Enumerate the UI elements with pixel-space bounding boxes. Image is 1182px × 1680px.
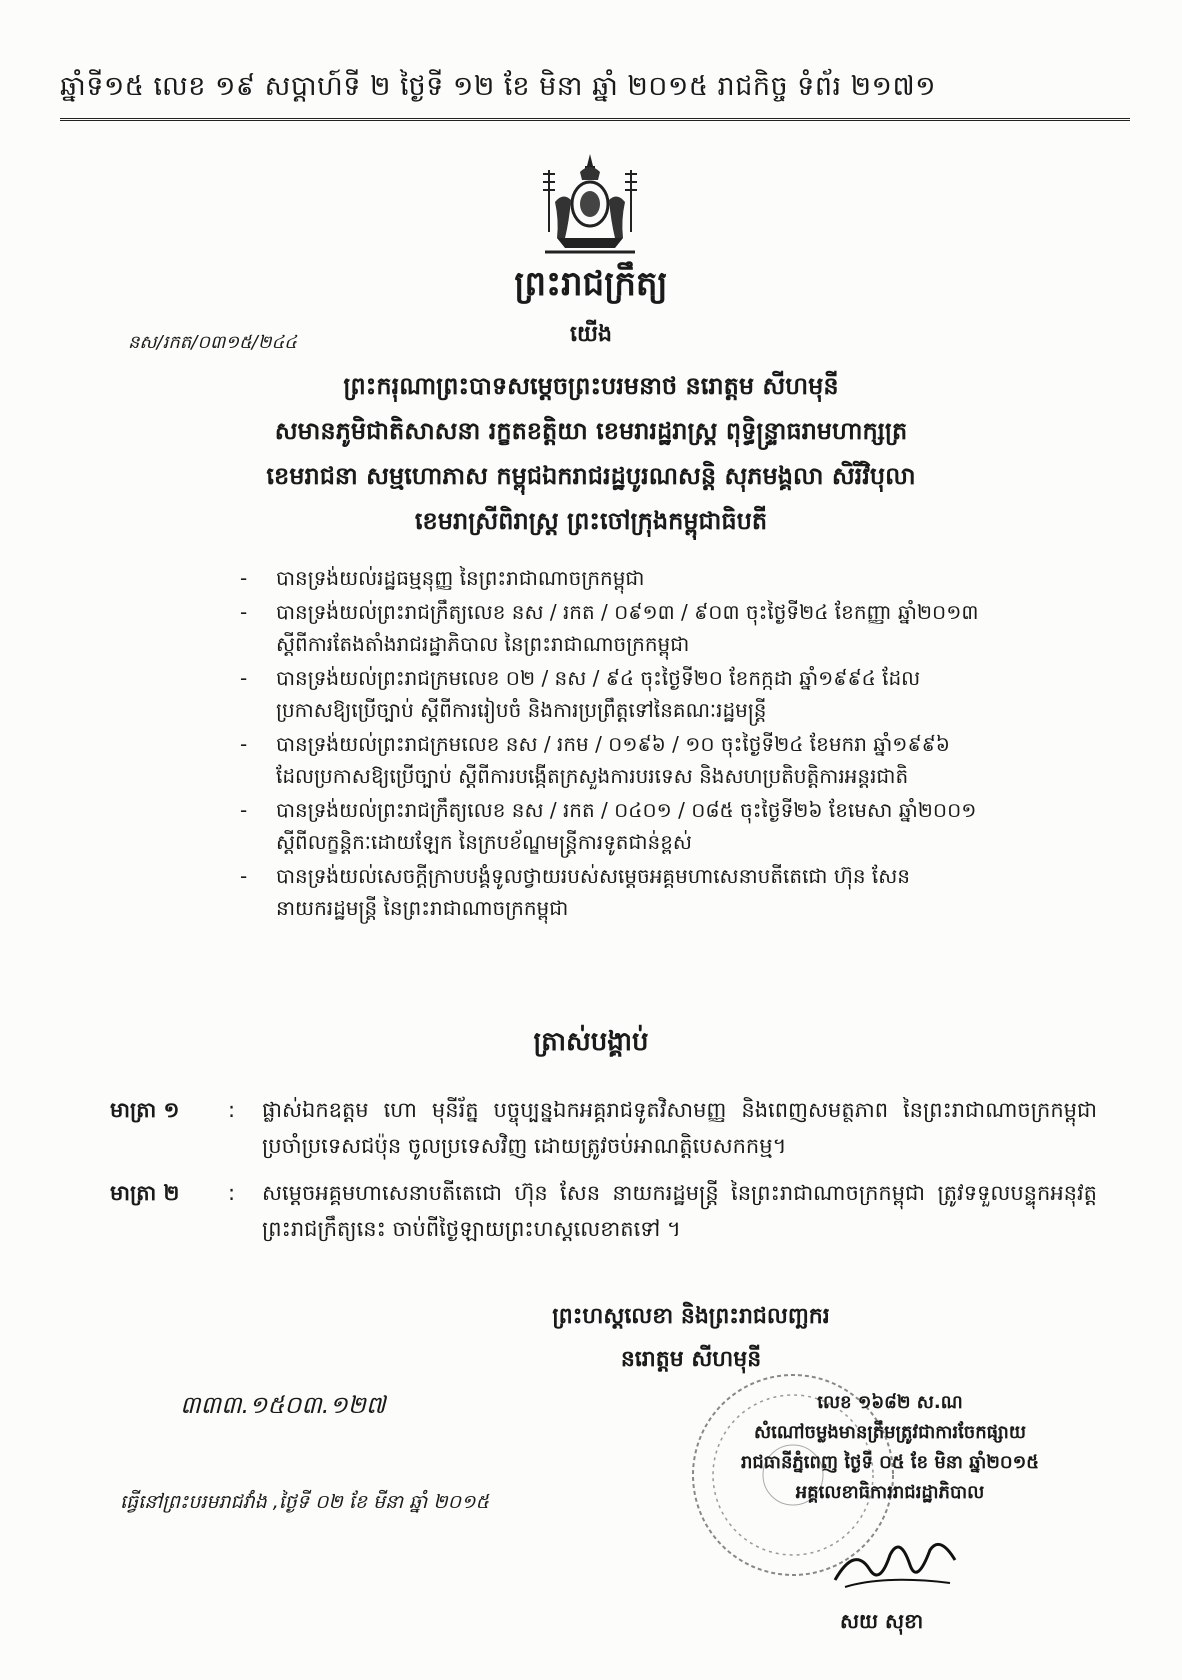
signatory-name: នរោត្តម សីហមុនី [620,1347,762,1372]
visa-line: បានទ្រង់យល់សេចក្តីក្រាបបង្គំទូលថ្វាយរបស់សម្តេចអគ្គមហាសេនាបតីតេជោ ហ៊ុន សែន [276,864,911,888]
issue-date-line: ធ្វើនៅព្រះបរមរាជវាំង ,ថ្ងៃទី ០២ ខែ មីនា ឆ្នាំ ២០១៥ [120,1491,489,1513]
article-colon: : [228,1098,236,1122]
visa-line: បានទ្រង់យល់រដ្ឋធម្មនុញ្ញ នៃព្រះរាជាណាចក្រកម្ពុជា [276,566,645,590]
royal-title-line: ព្រះករុណាព្រះបាទសម្តេចព្រះបរមនាថ នរោត្តម សីហមុនី [343,372,839,400]
handwritten-signature-icon [825,1525,965,1605]
visa-item [240,662,1100,726]
certification-stamp [670,1388,1110,1508]
article-text: សម្តេចអគ្គមហាសេនាបតីតេជោ ហ៊ុន សែន នាយករដ្ឋមន្ត្រី នៃព្រះរាជាណាចក្រកម្ពុជា ត្រូវទទួលបន្ទុកអនុវត្តព្រះរាជក្រឹត្យនេះ ចាប់ពីថ្ងៃឡាយព្រះហស្តលេខាតទៅ ។ [262,1181,1097,1241]
visa-line: ដែលប្រកាសឱ្យប្រើច្បាប់ ស្តីពីការបង្កើតក្រសួងការបរទេស និងសហប្រតិបត្តិការអន្តរជាតិ [276,764,909,788]
list-dash: - [240,798,248,822]
royal-title-line: ខេមរាស្រីពិរាស្ត្រ ព្រះចៅក្រុងកម្ពុជាធិបតី [414,507,768,535]
list-dash: - [240,566,248,590]
visa-line: បានទ្រង់យល់ព្រះរាជក្រមលេខ នស / រកម / ០១៩៦ / ១០ ចុះថ្ងៃទី២៤ ខែមករា ឆ្នាំ១៩៩៦ [276,732,950,756]
visa-item [240,596,1100,660]
royal-title-line: ខេមរាជនា សម្មហោភាស កម្ពុជឯករាជរដ្ឋបូរណសន្តិ សុភមង្គលា សិរីវិបុលា [266,462,916,490]
reference-number: នស/រកត/០៣១៥/២៤៤ [128,332,297,353]
article [110,1175,1110,1255]
list-dash: - [240,732,248,756]
article-label: មាត្រា ១ [110,1098,180,1122]
header-divider [60,118,1130,121]
handwritten-number: ៣៣៣.១៥០៣.១២៧ [180,1391,386,1419]
page-title: ព្រះរាជក្រឹត្យ [514,264,668,304]
stamp-line: អគ្គលេខាធិការរាជរដ្ឋាភិបាល [795,1482,985,1503]
decree-heading: ត្រាស់បង្គាប់ [533,1027,649,1057]
visa-item [240,860,1100,924]
subtitle: យើង [570,321,612,347]
stamp-line: សំណៅចម្លងមានត្រឹមត្រូវជាការចែកផ្សាយ [753,1422,1027,1443]
visa-line: បានទ្រង់យល់ព្រះរាជក្រឹត្យលេខ នស / រកត / ០៩១៣ / ៩០៣ ចុះថ្ងៃទី២៤ ខែកញ្ញា ឆ្នាំ២០១៣ [276,600,979,624]
visa-line: ស្តីពីការតែងតាំងរាជរដ្ឋាភិបាល នៃព្រះរាជាណាចក្រកម្ពុជា [276,632,690,656]
visa-item [240,794,1100,858]
visa-list [240,562,1100,926]
visa-line: នាយករដ្ឋមន្ត្រី នៃព្រះរាជាណាចក្រកម្ពុជា [276,896,569,920]
signature-title: ព្រះហស្តលេខា និងព្រះរាជលញ្ឆករ [552,1304,830,1329]
list-dash: - [240,864,248,888]
article [110,1092,1110,1172]
gazette-header: ឆ្នាំទី១៥ លេខ ១៩ សប្តាហ៍ទី ២ ថ្ងៃទី ១២ ខែ មិនា ឆ្នាំ ២០១៥ រាជកិច្ច ទំព័រ ២១៧១ [60,71,937,102]
stamp-line: លេខ ១៦៨២ ស.ណ [817,1392,963,1413]
visa-line: ប្រកាសឱ្យប្រើច្បាប់ ស្តីពីការរៀបចំ និងការប្រព្រឹត្តទៅនៃគណៈរដ្ឋមន្ត្រី [276,698,767,722]
visa-line: បានទ្រង់យល់ព្រះរាជក្រមលេខ ០២ / នស / ៩៤ ចុះថ្ងៃទី២០ ខែកក្កដា ឆ្នាំ១៩៩៤ ដែល [276,666,921,690]
royal-title-line: សមានភូមិជាតិសាសនា រក្ខតខត្តិយា ខេមរារដ្ឋរាស្ត្រ ពុទ្ធិន្ទ្រាធរាមហាក្សត្រ [274,417,908,445]
list-dash: - [240,666,248,690]
visa-item [240,562,1100,594]
royal-arms-of-cambodia-icon [535,152,645,257]
article-text: ផ្លាស់ឯកឧត្តម ហោ មុនីរ័ត្ន បច្ចុប្បន្នឯកអគ្គរាជទូតវិសាមញ្ញ និងពេញសមត្ថភាព នៃព្រះរាជាណាចក្រកម្ពុជា ប្រចាំប្រទេសជប៉ុន ចូលប្រទេសវិញ ដោយត្រូវចប់អាណត្តិបេសកកម្ម។ [262,1098,1097,1158]
article-label: មាត្រា ២ [110,1181,180,1205]
secretary-name: សយ សុខា [840,1609,924,1633]
visa-line: បានទ្រង់យល់ព្រះរាជក្រឹត្យលេខ នស / រកត / ០៤០១ / ០៨៥ ចុះថ្ងៃទី២៦ ខែមេសា ឆ្នាំ២០០១ [276,798,977,822]
article-colon: : [228,1181,236,1205]
list-dash: - [240,600,248,624]
visa-item [240,728,1100,792]
stamp-line: រាជធានីភ្នំពេញ ថ្ងៃទី ០៥ ខែ មិនា ឆ្នាំ២០១៥ [740,1452,1040,1473]
visa-line: ស្តីពីលក្ខន្តិកៈដោយឡែក នៃក្របខ័ណ្ឌមន្ត្រីការទូតជាន់ខ្ពស់ [276,830,692,854]
